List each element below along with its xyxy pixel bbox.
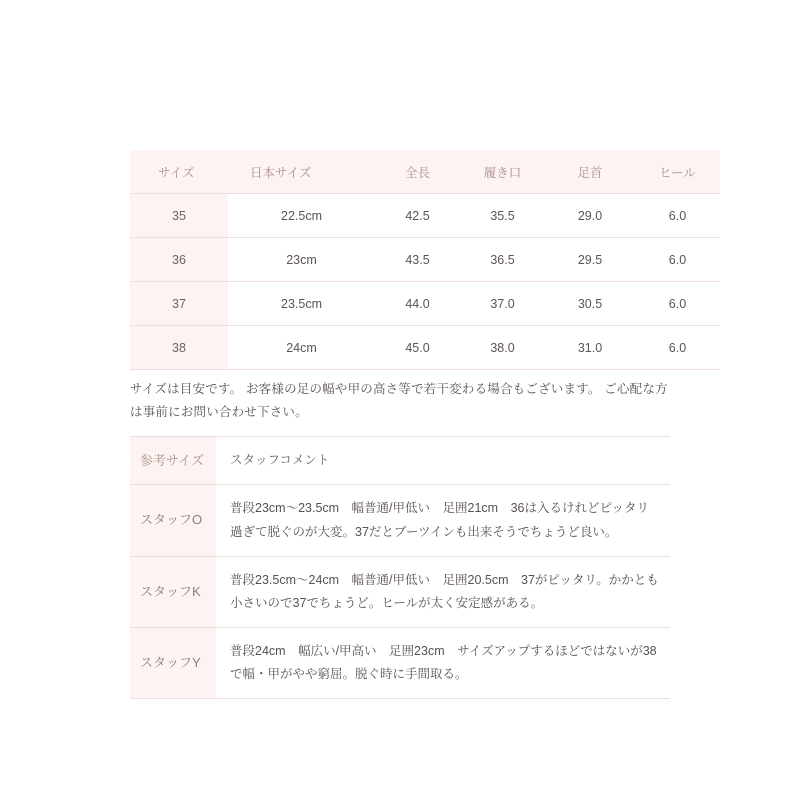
cell-heel: 6.0 bbox=[635, 194, 720, 238]
size-guide-content bbox=[130, 150, 696, 699]
cell-heel: 6.0 bbox=[635, 326, 720, 370]
staff-name: スタッフO bbox=[130, 485, 216, 556]
cell-jp: 22.5cm bbox=[228, 194, 375, 238]
cell-open: 35.5 bbox=[460, 194, 545, 238]
cell-jp: 24cm bbox=[228, 326, 375, 370]
cell-ankle: 29.5 bbox=[545, 238, 635, 282]
column-header-heel: ヒール bbox=[635, 150, 720, 194]
cell-length: 42.5 bbox=[375, 194, 460, 238]
column-header-reference-size: 参考サイズ bbox=[130, 437, 216, 485]
cell-heel: 6.0 bbox=[635, 238, 720, 282]
table-header-row bbox=[130, 150, 720, 194]
cell-length: 43.5 bbox=[375, 238, 460, 282]
column-header-length: 全長 bbox=[375, 150, 460, 194]
cell-open: 38.0 bbox=[460, 326, 545, 370]
size-table-body bbox=[130, 194, 720, 370]
column-header-jp-size: 日本サイズ bbox=[228, 150, 375, 194]
cell-size: 38 bbox=[130, 326, 228, 370]
size-measurement-table bbox=[130, 150, 720, 370]
cell-jp: 23.5cm bbox=[228, 282, 375, 326]
column-header-ankle: 足首 bbox=[545, 150, 635, 194]
cell-jp: 23cm bbox=[228, 238, 375, 282]
cell-length: 44.0 bbox=[375, 282, 460, 326]
table-header-row bbox=[130, 437, 670, 485]
staff-comment-table bbox=[130, 436, 670, 699]
cell-ankle: 29.0 bbox=[545, 194, 635, 238]
cell-ankle: 30.5 bbox=[545, 282, 635, 326]
cell-heel: 6.0 bbox=[635, 282, 720, 326]
staff-comment: 普段23.5cm〜24cm 幅普通/甲低い 足囲20.5cm 37がピッタリ。かかとも小さいので37でちょうど。ヒールが太く安定感がある。 bbox=[216, 556, 670, 627]
cell-ankle: 31.0 bbox=[545, 326, 635, 370]
staff-table-header bbox=[130, 437, 670, 485]
table-row bbox=[130, 238, 720, 282]
cell-size: 37 bbox=[130, 282, 228, 326]
cell-open: 37.0 bbox=[460, 282, 545, 326]
table-row bbox=[130, 485, 670, 556]
staff-name: スタッフY bbox=[130, 627, 216, 698]
column-header-opening: 履き口 bbox=[460, 150, 545, 194]
cell-size: 36 bbox=[130, 238, 228, 282]
cell-open: 36.5 bbox=[460, 238, 545, 282]
column-header-staff-comment: スタッフコメント bbox=[216, 437, 670, 485]
size-table-header bbox=[130, 150, 720, 194]
staff-comment: 普段24cm 幅広い/甲高い 足囲23cm サイズアップするほどではないが38で幅・甲がやや窮屈。脱ぐ時に手間取る。 bbox=[216, 627, 670, 698]
table-row bbox=[130, 556, 670, 627]
staff-name: スタッフK bbox=[130, 556, 216, 627]
cell-length: 45.0 bbox=[375, 326, 460, 370]
table-row bbox=[130, 282, 720, 326]
table-row bbox=[130, 326, 720, 370]
staff-comment: 普段23cm〜23.5cm 幅普通/甲低い 足囲21cm 36は入るけれどピッタリ過ぎて脱ぐのが大変。37だとブーツインも出来そうでちょうど良い。 bbox=[216, 485, 670, 556]
column-header-size: サイズ bbox=[130, 150, 228, 194]
cell-size: 35 bbox=[130, 194, 228, 238]
table-row bbox=[130, 627, 670, 698]
table-row bbox=[130, 194, 720, 238]
size-note: サイズは目安です。 お客様の足の幅や甲の高さ等で若干変わる場合もございます。 ご心配な方は事前にお問い合わせ下さい。 bbox=[130, 382, 668, 420]
staff-table-body bbox=[130, 485, 670, 699]
